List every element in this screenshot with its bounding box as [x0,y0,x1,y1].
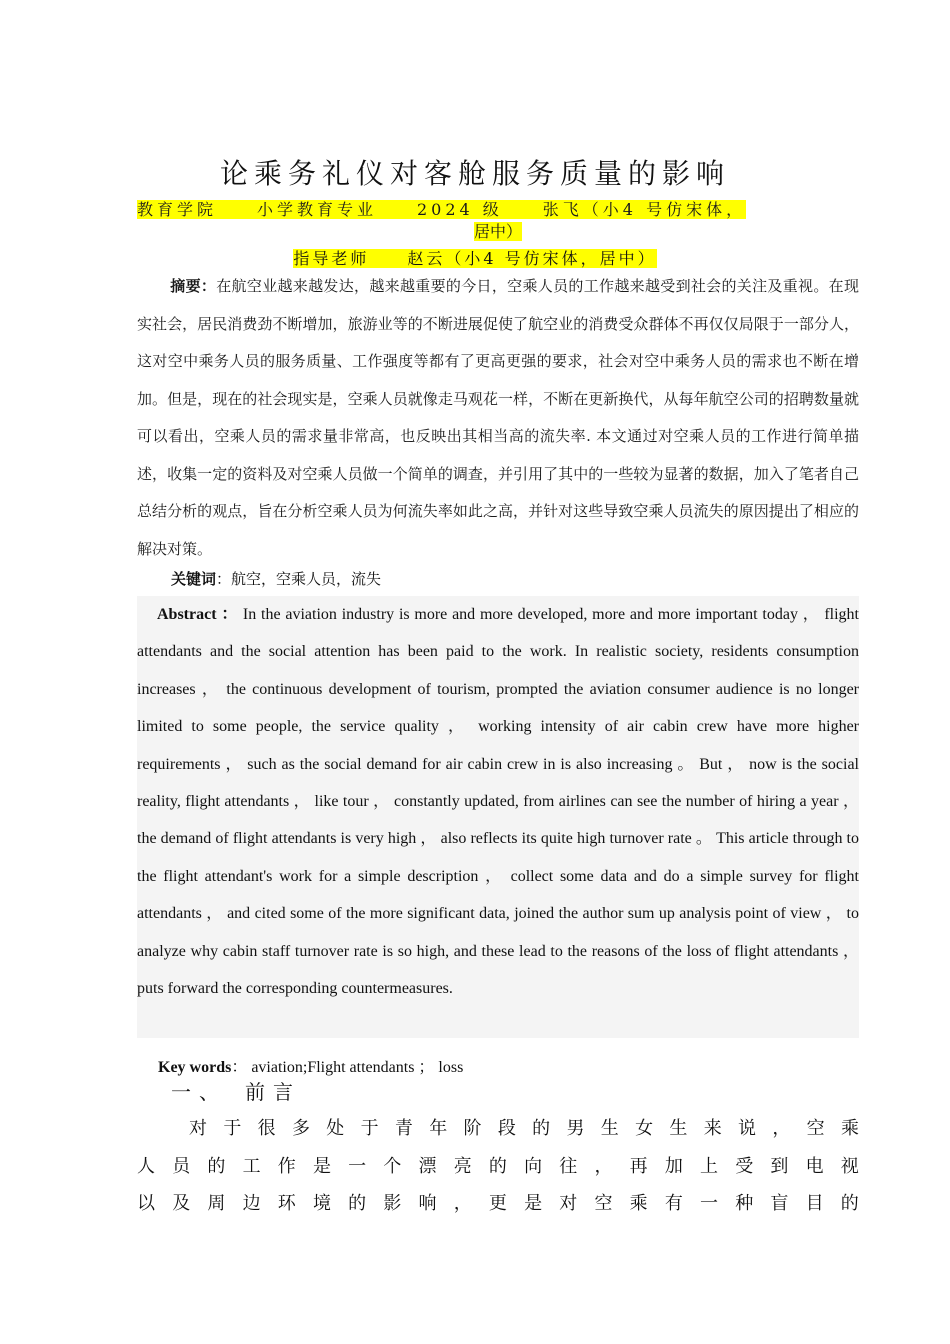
english-keywords-label: Key words [158,1059,232,1076]
english-keywords [158,1056,463,1080]
paper-title: 论乘务礼仪对客舱服务质量的影响 [219,157,730,190]
chinese-abstract-label: 摘要： [170,277,217,295]
english-abstract [137,596,859,1038]
section-heading: 一、 前言 [171,1080,301,1104]
body-paragraph [137,1110,859,1223]
chinese-keywords [171,565,381,593]
author-line [137,199,859,243]
english-abstract-text: In the aviation industry is more and more developed, more and more important today ， flight attendants and the social attention has been paid to the work. In realistic society, residents consumption increases ， the continuous development of tourism, prompted the aviation consumer audience is no longer limited to some people, the service quality ， working intensity of air cabin crew have more higher requirements ， such as the social demand for air cabin crew in is also increasing 。 But ， now is the social reality, flight attendants ， like tour ， constantly updated, from airlines can see the number of hiring a year ， the demand of flight attendants is very high ， also reflects its quite high turnover rate 。 This article through to the flight attendant's work for a simple description ， collect some data and do a simple survey for flight attendants ， and cited some of the more significant data, joined the author sum up analysis point of view ， to analyze why cabin staff turnover rate is so high, and these lead to the reasons of the loss of flight attendants ， puts forward the corresponding countermeasures. [137,606,860,998]
english-keywords-text: ： aviation;Flight attendants ； loss [231,1059,464,1076]
author-line-2: 居中） [473,222,522,241]
author-line-1: 教育学院 小学教育专业 2024 级 张飞（小4 号仿宋体， [137,200,747,219]
advisor-line [0,248,950,270]
chinese-abstract [137,268,859,568]
chinese-abstract-text: 在航空业越来越发达，越来越重要的今日，空乘人员的工作越来越受到社会的关注及重视。在现实社会，居民消费劲不断增加，旅游业等的不断进展促使了航空业的消费受众群体不再仅仅局限于一部分人，这对空中乘务人员的服务质量、工作强度等都有了更高更强的要求，社会对空中乘务人员的需求也不断在增加。但是，现在的社会现实是，空乘人员就像走马观花一样，不断在更新换代，从每年航空公司的招聘数量就可以看出，空乘人员的需求量非常高，也反映出其相当高的流失率. 本文通过对空乘人员的工作进行简单描述，收集一定的资料及对空乘人员做一个简单的调查，并引用了其中的一些较为显著的数据，加入了笔者自己总结分析的观点，旨在分析空乘人员为何流失率如此之高，并针对这些导致空乘人员流失的原因提出了相应的解决对策。 [137,277,859,558]
body-line: 人 员 的 工 作 是 一 个 漂 亮 的 向 往 ， 再 加 上 受 到 电 视 [137,1155,859,1177]
chinese-keywords-text: ：航空，空乘人员，流失 [216,570,382,588]
chinese-keywords-label: 关键词 [171,570,217,588]
body-line: 以 及 周 边 环 境 的 影 响 ， 更 是 对 空 乘 有 一 种 盲 目 的 [137,1193,859,1214]
body-line: 对 于 很 多 处 于 青 年 阶 段 的 男 生 女 生 来 说 ， 空 乘 [189,1118,859,1139]
advisor-text: 指导老师 赵云（小4 号仿宋体，居中） [293,249,657,268]
english-abstract-label: Abstract ： [157,606,239,623]
